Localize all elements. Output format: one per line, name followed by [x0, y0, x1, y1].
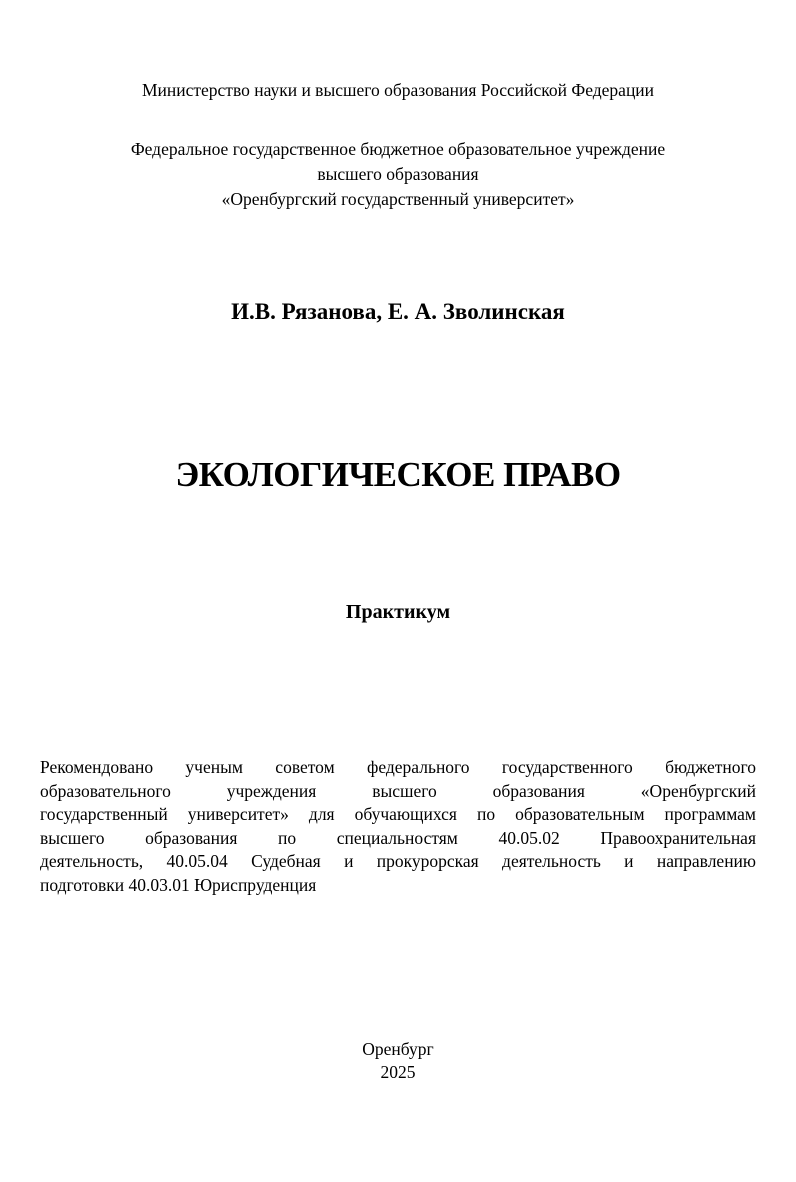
- recommendation-line: деятельность, 40.05.04 Судебная и прокурорская деятельность и направлению: [40, 851, 756, 871]
- publication-year: 2025: [380, 1062, 416, 1082]
- recommendation-line: подготовки 40.03.01 Юриспруденция: [40, 874, 317, 895]
- institution-line: Федеральное государственное бюджетное образовательное учреждение: [130, 139, 666, 159]
- institution-line: высшего образования: [317, 164, 479, 184]
- recommendation-line: образовательного учреждения высшего образования «Оренбургский: [40, 780, 756, 801]
- recommendation-line: высшего образования по специальностям 40.05.02 Правоохранительная: [40, 827, 756, 848]
- ministry-name: Министерство науки и высшего образования Российской Федерации: [141, 80, 655, 100]
- document-title: ЭКОЛОГИЧЕСКОЕ ПРАВО: [175, 455, 621, 494]
- document-subtitle: Практикум: [345, 601, 451, 623]
- recommendation-line: государственный университет» для обучающихся по образовательным программам: [40, 804, 756, 824]
- recommendation-text: [40, 756, 756, 897]
- recommendation-line: Рекомендовано ученым советом федерального государственного бюджетного: [40, 757, 756, 777]
- institution-block: [0, 137, 796, 212]
- institution-line: «Оренбургский государственный университет»: [221, 189, 575, 209]
- publication-city: Оренбург: [362, 1039, 434, 1059]
- authors: И.В. Рязанова, Е. А. Зволинская: [231, 299, 565, 324]
